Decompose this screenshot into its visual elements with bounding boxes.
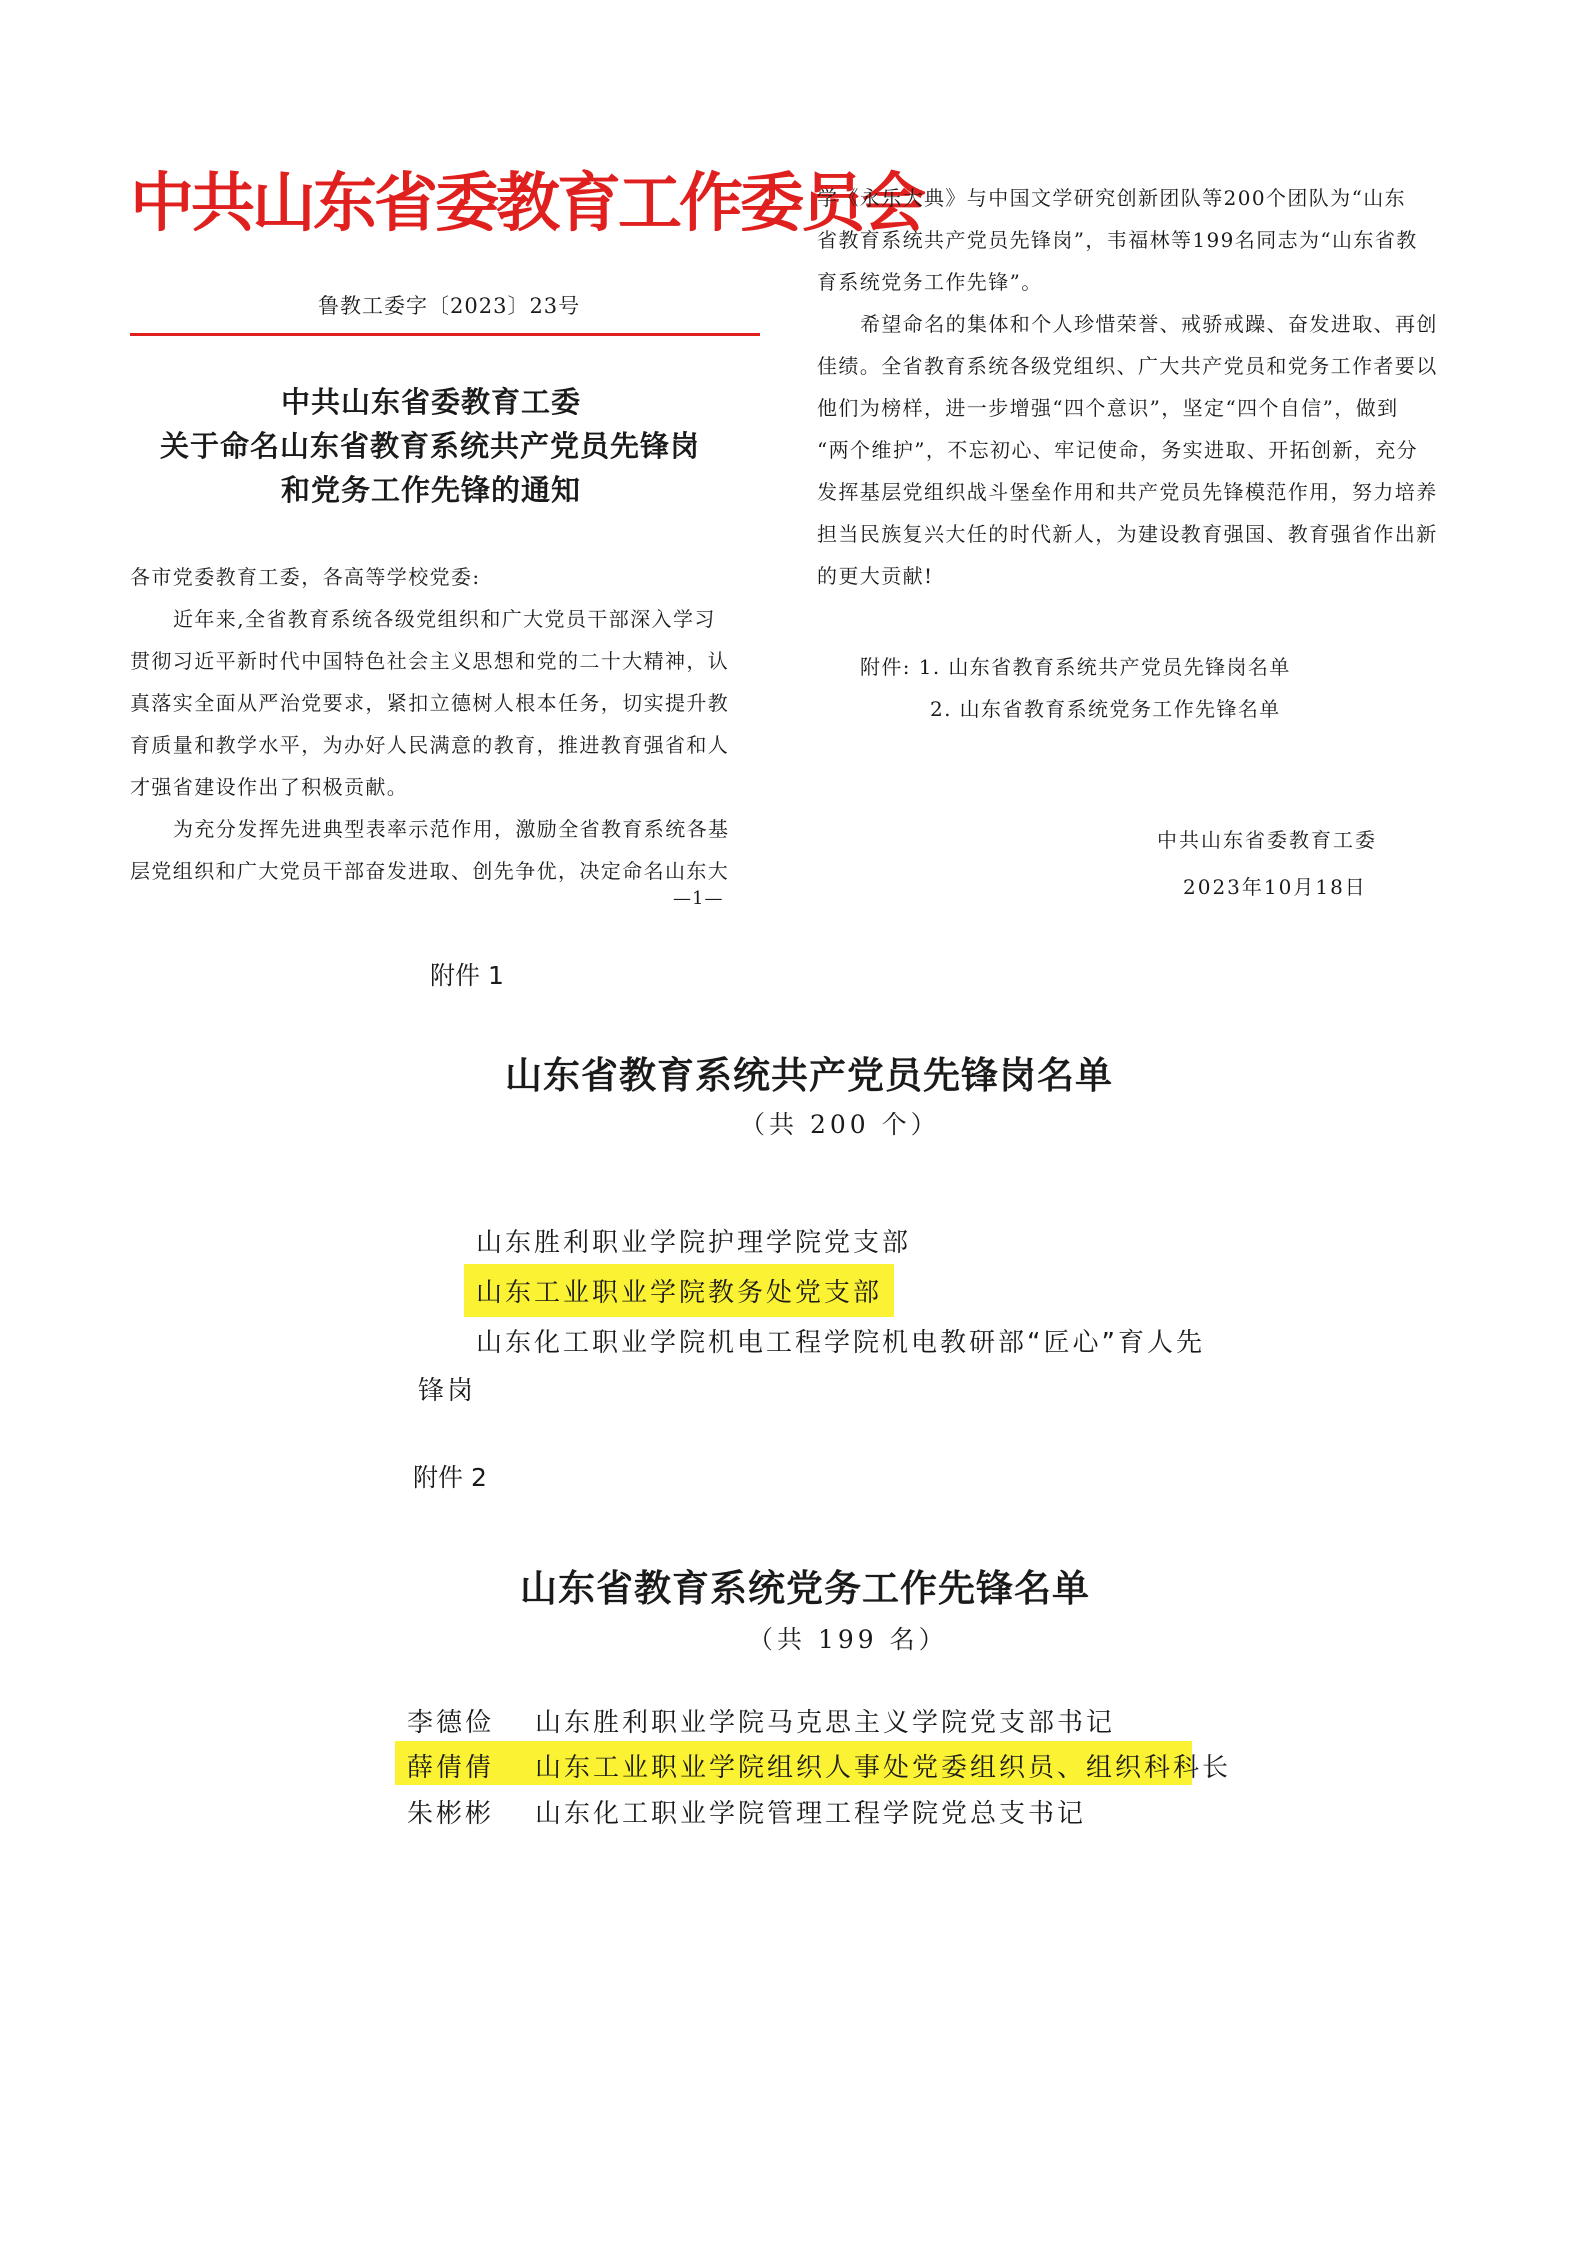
list-item: 山东化工职业学院机电工程学院机电教研部“匠心”育人先 [476,1328,1205,1358]
body-line: 贯彻习近平新时代中国特色社会主义思想和党的二十大精神，认 [130,649,730,673]
body-line: 省教育系统共产党员先锋岗”，韦福林等199名同志为“山东省教 [817,228,1418,252]
attachment-item: 附件: 1. 山东省教育系统共产党员先锋岗名单 [860,655,1291,679]
annex-1-count: （共 200 个） [740,1110,940,1139]
body-line: 为充分发挥先进典型表率示范作用，激励全省教育系统各基 [173,817,730,841]
body-line: 佳绩。全省教育系统各级党组织、广大共产党员和党务工作者要以 [817,354,1438,378]
annex-2-count: （共 199 名） [748,1625,948,1654]
red-divider-line [130,333,760,336]
notice-title-line-2: 关于命名山东省教育系统共产党员先锋岗 [160,429,701,463]
person-position-highlighted: 山东工业职业学院组织人事处党委组织员、组织科科长 [535,1753,1232,1783]
masthead: 中共山东省委教育工作委员会 [130,166,923,241]
body-line: 发挥基层党组织战斗堡垒作用和共产党员先锋模范作用，努力培养 [817,480,1438,504]
issue-date: 2023年10月18日 [1183,875,1367,899]
body-line: 真落实全面从严治党要求，紧扣立德树人根本任务，切实提升教 [130,691,730,715]
salutation: 各市党委教育工委，各高等学校党委: [130,565,481,589]
body-line: 育质量和教学水平，为办好人民满意的教育，推进教育强省和人 [130,733,730,757]
list-item: 山东胜利职业学院护理学院党支部 [476,1228,912,1258]
person-name: 李德俭 [407,1708,495,1738]
issuer-signature: 中共山东省委教育工委 [1157,828,1377,852]
body-line: 学《永乐大典》与中国文学研究创新团队等200个团队为“山东 [817,186,1406,210]
person-name: 朱彬彬 [407,1799,495,1829]
document-number: 鲁教工委字〔2023〕23号 [318,294,581,318]
body-line: 的更大贡献! [817,564,934,588]
body-line: 他们为榜样，进一步增强“四个意识”，坚定“四个自信”，做到 [817,396,1399,420]
body-line: 近年来,全省教育系统各级党组织和广大党员干部深入学习 [173,607,716,631]
body-line: 希望命名的集体和个人珍惜荣誉、戒骄戒躁、奋发进取、再创 [860,312,1438,336]
annex-2-label: 附件 2 [413,1463,487,1492]
annex-1-label: 附件 1 [430,961,504,990]
page-number: —1— [673,888,724,909]
notice-title-line-1: 中共山东省委教育工委 [281,385,582,419]
body-line: 层党组织和广大党员干部奋发进取、创先争优，决定命名山东大 [130,859,730,883]
list-item-highlighted: 山东工业职业学院教务处党支部 [464,1264,894,1317]
person-name-highlighted: 薛倩倩 [407,1753,495,1783]
notice-title-line-3: 和党务工作先锋的通知 [281,473,582,507]
body-line: 育系统党务工作先锋”。 [817,270,1043,294]
body-line: 担当民族复兴大任的时代新人，为建设教育强国、教育强省作出新 [817,522,1438,546]
body-line: 才强省建设作出了积极贡献。 [130,775,409,799]
list-item-continuation: 锋岗 [418,1376,477,1406]
annex-1-title: 山东省教育系统共产党员先锋岗名单 [505,1053,1113,1097]
person-position: 山东胜利职业学院马克思主义学院党支部书记 [535,1708,1116,1738]
attachment-item: 2. 山东省教育系统党务工作先锋名单 [930,697,1281,721]
body-line: “两个维护”，不忘初心、牢记使命，务实进取、开拓创新，充分 [817,438,1419,462]
person-position: 山东化工职业学院管理工程学院党总支书记 [535,1799,1087,1829]
annex-2-title: 山东省教育系统党务工作先锋名单 [520,1566,1090,1610]
